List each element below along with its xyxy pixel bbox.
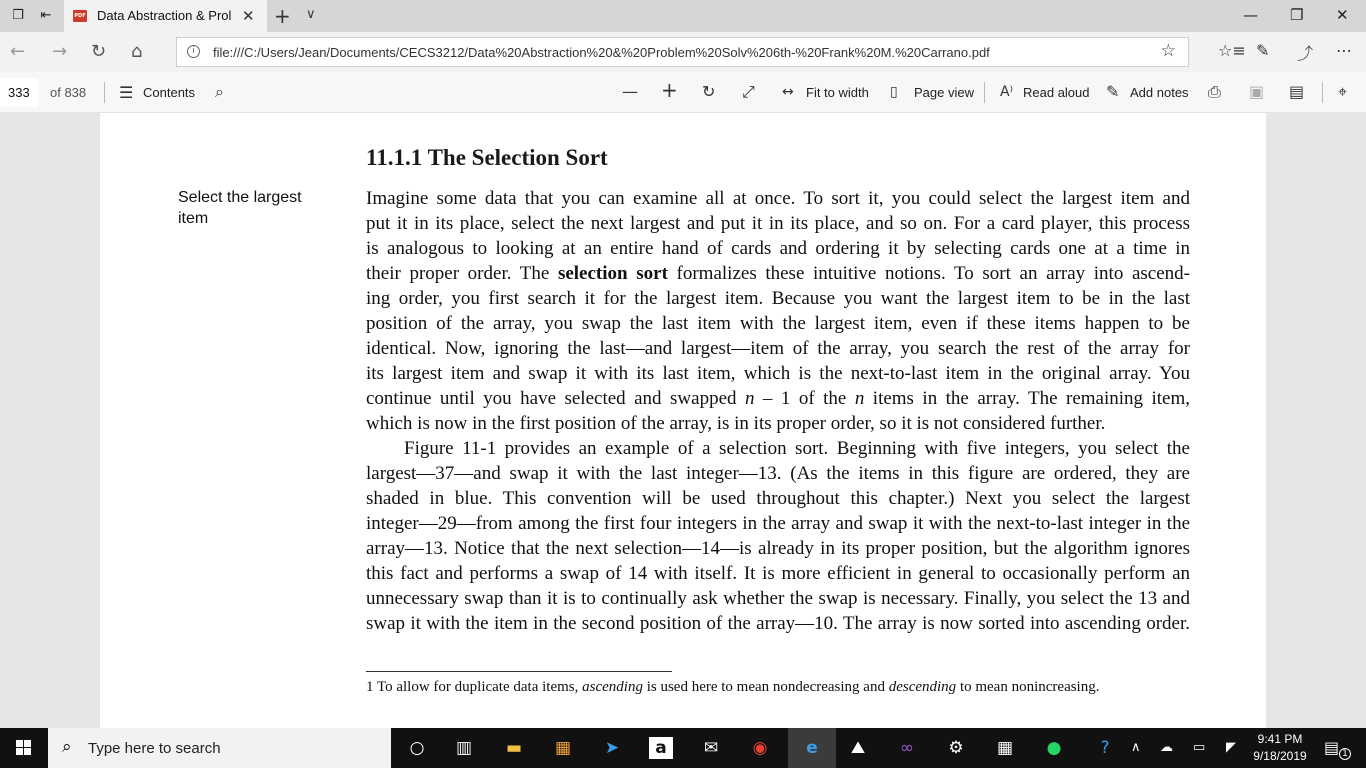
restore-icon[interactable]: ❐: [1290, 6, 1304, 24]
toolbar-divider: [1322, 82, 1323, 103]
clock-time: 9:41 PM: [1257, 732, 1303, 746]
text-segment: 1 To allow for duplicate data items,: [366, 679, 583, 695]
text-line: [366, 386, 1190, 411]
windows-start-icon[interactable]: [0, 728, 48, 768]
title-bar: [0, 0, 1366, 32]
fit-to-width-icon[interactable]: ↔: [782, 84, 794, 100]
show-hidden-icons-chevron-icon[interactable]: ∧: [1131, 740, 1141, 755]
italic-var: n: [854, 388, 865, 409]
text-line: ing order, you first search it for the largest item. Because you want the largest item to be in the last: [366, 288, 1190, 309]
wifi-icon[interactable]: ◤: [1226, 740, 1236, 755]
tab-pdf-document[interactable]: [64, 0, 267, 32]
rotate-icon[interactable]: ↻: [702, 82, 716, 101]
text-segment: to mean nonincreasing.: [956, 679, 1100, 695]
more-options-icon[interactable]: ⋯: [1336, 41, 1352, 60]
print-icon[interactable]: ⎙: [1208, 82, 1221, 101]
chrome-icon[interactable]: ◉: [752, 738, 768, 758]
text-line: this fact and performs a swap of 14 with itself. It is more efficient in general to occasionally perform an: [366, 563, 1190, 584]
forward-arrow-icon[interactable]: →: [52, 41, 68, 62]
add-notes-button[interactable]: Add notes: [1130, 85, 1189, 100]
section-title: 11.1.1 The Selection Sort: [366, 145, 608, 170]
text-line: swap it with the item in the second position of the array—10. The array is now sorted into ascending order.: [366, 613, 1190, 634]
mail-icon[interactable]: ✉: [703, 738, 719, 758]
visual-studio-icon[interactable]: ∞: [899, 738, 915, 758]
text-line: Figure 11-1 provides an example of a selection sort. Beginning with five integers, you select the: [404, 438, 1190, 459]
pdf-file-icon: PDF: [73, 10, 87, 22]
favorite-star-icon[interactable]: ☆: [1160, 41, 1176, 61]
pdf-toolbar: [0, 72, 1366, 113]
favorites-list-icon[interactable]: ☆≡: [1218, 41, 1246, 60]
text-line: is analogous to looking at an entire hand of cards and ordering it by selecting cards one at a time in: [366, 238, 1190, 259]
battery-icon[interactable]: ▭: [1193, 740, 1206, 755]
text-line: identical. Now, ignoring the last—and largest—item of the array, you search the rest of the array for: [366, 338, 1190, 359]
page-total-label: of 838: [50, 85, 87, 100]
taskbar-search-box[interactable]: [48, 728, 391, 768]
text-segment: is used here to mean nondecreasing and: [642, 679, 889, 695]
text-line: put it in its place, select the next largest and put it in its place, and so on. For a card player, this process: [366, 213, 1190, 234]
text-line: which is now in the first position of the array, is in its proper order, so it is not considered further.: [366, 413, 1106, 434]
new-tab-plus-icon[interactable]: +: [274, 4, 291, 28]
text-line: position of the array, you swap the last item with the largest item, even if these items happen to be: [366, 313, 1190, 334]
settings-gear-icon[interactable]: ⚙: [948, 738, 964, 758]
back-arrow-icon[interactable]: ←: [10, 41, 26, 62]
text-segment: their proper order. The: [366, 263, 558, 284]
set-aside-tabs-icon[interactable]: ⇤: [40, 8, 52, 23]
italic-var: n: [744, 388, 755, 409]
calculator-icon[interactable]: ▦: [996, 738, 1014, 758]
task-view-icon[interactable]: ▥: [455, 738, 473, 758]
italic-term: ascending: [582, 679, 643, 695]
read-aloud-button[interactable]: Read aloud: [1023, 85, 1090, 100]
text-line: unnecessary swap than it is to continually ask whether the swap is necessary. Finally, you select the 13 and: [366, 588, 1190, 609]
cortana-circle-icon[interactable]: ○: [409, 738, 425, 758]
footnote: [366, 679, 1099, 696]
body-text: [366, 186, 1190, 636]
power-automate-icon[interactable]: ➤: [604, 738, 620, 758]
text-line: largest—37—and swap it with the last integer—13. (As the items in this figure are ordered, they are: [366, 463, 1190, 484]
add-notes-pen-icon[interactable]: ✎: [1106, 82, 1120, 101]
text-segment: continue until you have selected and swapped: [366, 388, 745, 409]
page-view-icon[interactable]: ▯: [890, 84, 898, 100]
text-line: its largest item and swap it with its last item, which is the next-to-last item in the original array. You: [366, 363, 1190, 384]
web-note-pen-icon[interactable]: ✎: [1256, 41, 1270, 60]
tab-title: Data Abstraction & Prol: [97, 8, 232, 23]
toolbar-divider: [984, 82, 985, 103]
pin-toolbar-icon[interactable]: ⌖: [1338, 82, 1348, 101]
clock-date: 9/18/2019: [1253, 749, 1307, 763]
zoom-in-icon[interactable]: +: [661, 78, 678, 102]
home-icon[interactable]: ⌂: [131, 41, 143, 62]
search-placeholder: Type here to search: [88, 740, 221, 757]
pdf-page: [100, 113, 1266, 728]
save-as-icon[interactable]: ▤: [1289, 82, 1305, 101]
contents-list-icon[interactable]: ☰: [119, 83, 134, 102]
notification-count-badge: 1: [1339, 748, 1351, 760]
help-icon[interactable]: ?: [1100, 738, 1110, 758]
amazon-icon[interactable]: a: [649, 737, 673, 759]
microsoft-store-icon[interactable]: ▦: [554, 738, 572, 758]
text-segment: items in the array. The remaining item,: [864, 388, 1190, 409]
contents-button[interactable]: Contents: [143, 85, 196, 100]
site-info-icon[interactable]: i: [187, 45, 200, 58]
minimize-icon[interactable]: —: [1243, 6, 1258, 24]
toolbar-divider: [104, 82, 105, 103]
taskbar: [0, 728, 1366, 768]
tab-preview-chevron-icon[interactable]: ∨: [306, 7, 316, 22]
onedrive-cloud-icon[interactable]: ☁: [1160, 740, 1173, 755]
text-line: array—13. Notice that the next selection—14—is already in its proper position, but the algorithm ignores: [366, 538, 1190, 559]
zoom-out-icon[interactable]: —: [622, 82, 638, 101]
file-explorer-icon[interactable]: ▬: [505, 738, 523, 758]
find-search-icon[interactable]: ⌕: [215, 82, 224, 101]
page-number-input[interactable]: 333: [0, 78, 38, 107]
close-window-icon[interactable]: ✕: [1336, 6, 1349, 24]
text-line: [366, 261, 1190, 286]
system-clock[interactable]: [1249, 731, 1311, 765]
edge-icon[interactable]: e: [806, 738, 818, 758]
share-icon[interactable]: ⤴: [1297, 44, 1314, 63]
page-view-button[interactable]: Page view: [914, 85, 974, 100]
whatsapp-icon[interactable]: ●: [1046, 738, 1062, 758]
footnote-rule: [366, 671, 672, 672]
bold-term: selection sort: [557, 263, 668, 284]
text-segment: formalizes these intuitive notions. To sort an array into ascend-: [667, 263, 1190, 284]
photos-icon[interactable]: ⛰: [850, 738, 866, 758]
margin-note: Select the largest item: [178, 189, 302, 227]
navigation-bar: [0, 32, 1366, 72]
address-url[interactable]: file:///C:/Users/Jean/Documents/CECS3212/Data%20Abstraction%20&%20Problem%20Solv%206th-%20Frank%20M.%20Carrano.pdf: [213, 45, 990, 60]
action-center-icon[interactable]: ▤: [1324, 738, 1340, 757]
tab-manager-icon[interactable]: ❐: [12, 8, 24, 23]
fit-to-width-button[interactable]: Fit to width: [806, 85, 869, 100]
search-icon: ⌕: [62, 737, 72, 757]
address-bar[interactable]: [176, 37, 1189, 67]
text-line: integer—29—from among the first four integers in the array and swap it with the next-to-last integer in the: [366, 513, 1190, 534]
save-icon[interactable]: ▣: [1249, 82, 1265, 101]
refresh-icon[interactable]: ↻: [91, 41, 107, 62]
full-screen-icon[interactable]: ⤢: [742, 82, 755, 101]
text-segment: – 1 of the: [754, 388, 855, 409]
italic-term: descending: [888, 679, 957, 695]
read-aloud-icon[interactable]: A⁾: [1000, 84, 1014, 100]
text-line: shaded in blue. This convention will be used throughout this chapter.) Next you select the largest: [366, 488, 1190, 509]
text-line: Imagine some data that you can examine all at once. To sort it, you could select the largest item and: [366, 188, 1190, 209]
pdf-viewer[interactable]: [0, 113, 1366, 728]
tab-close-icon[interactable]: ✕: [242, 7, 255, 25]
